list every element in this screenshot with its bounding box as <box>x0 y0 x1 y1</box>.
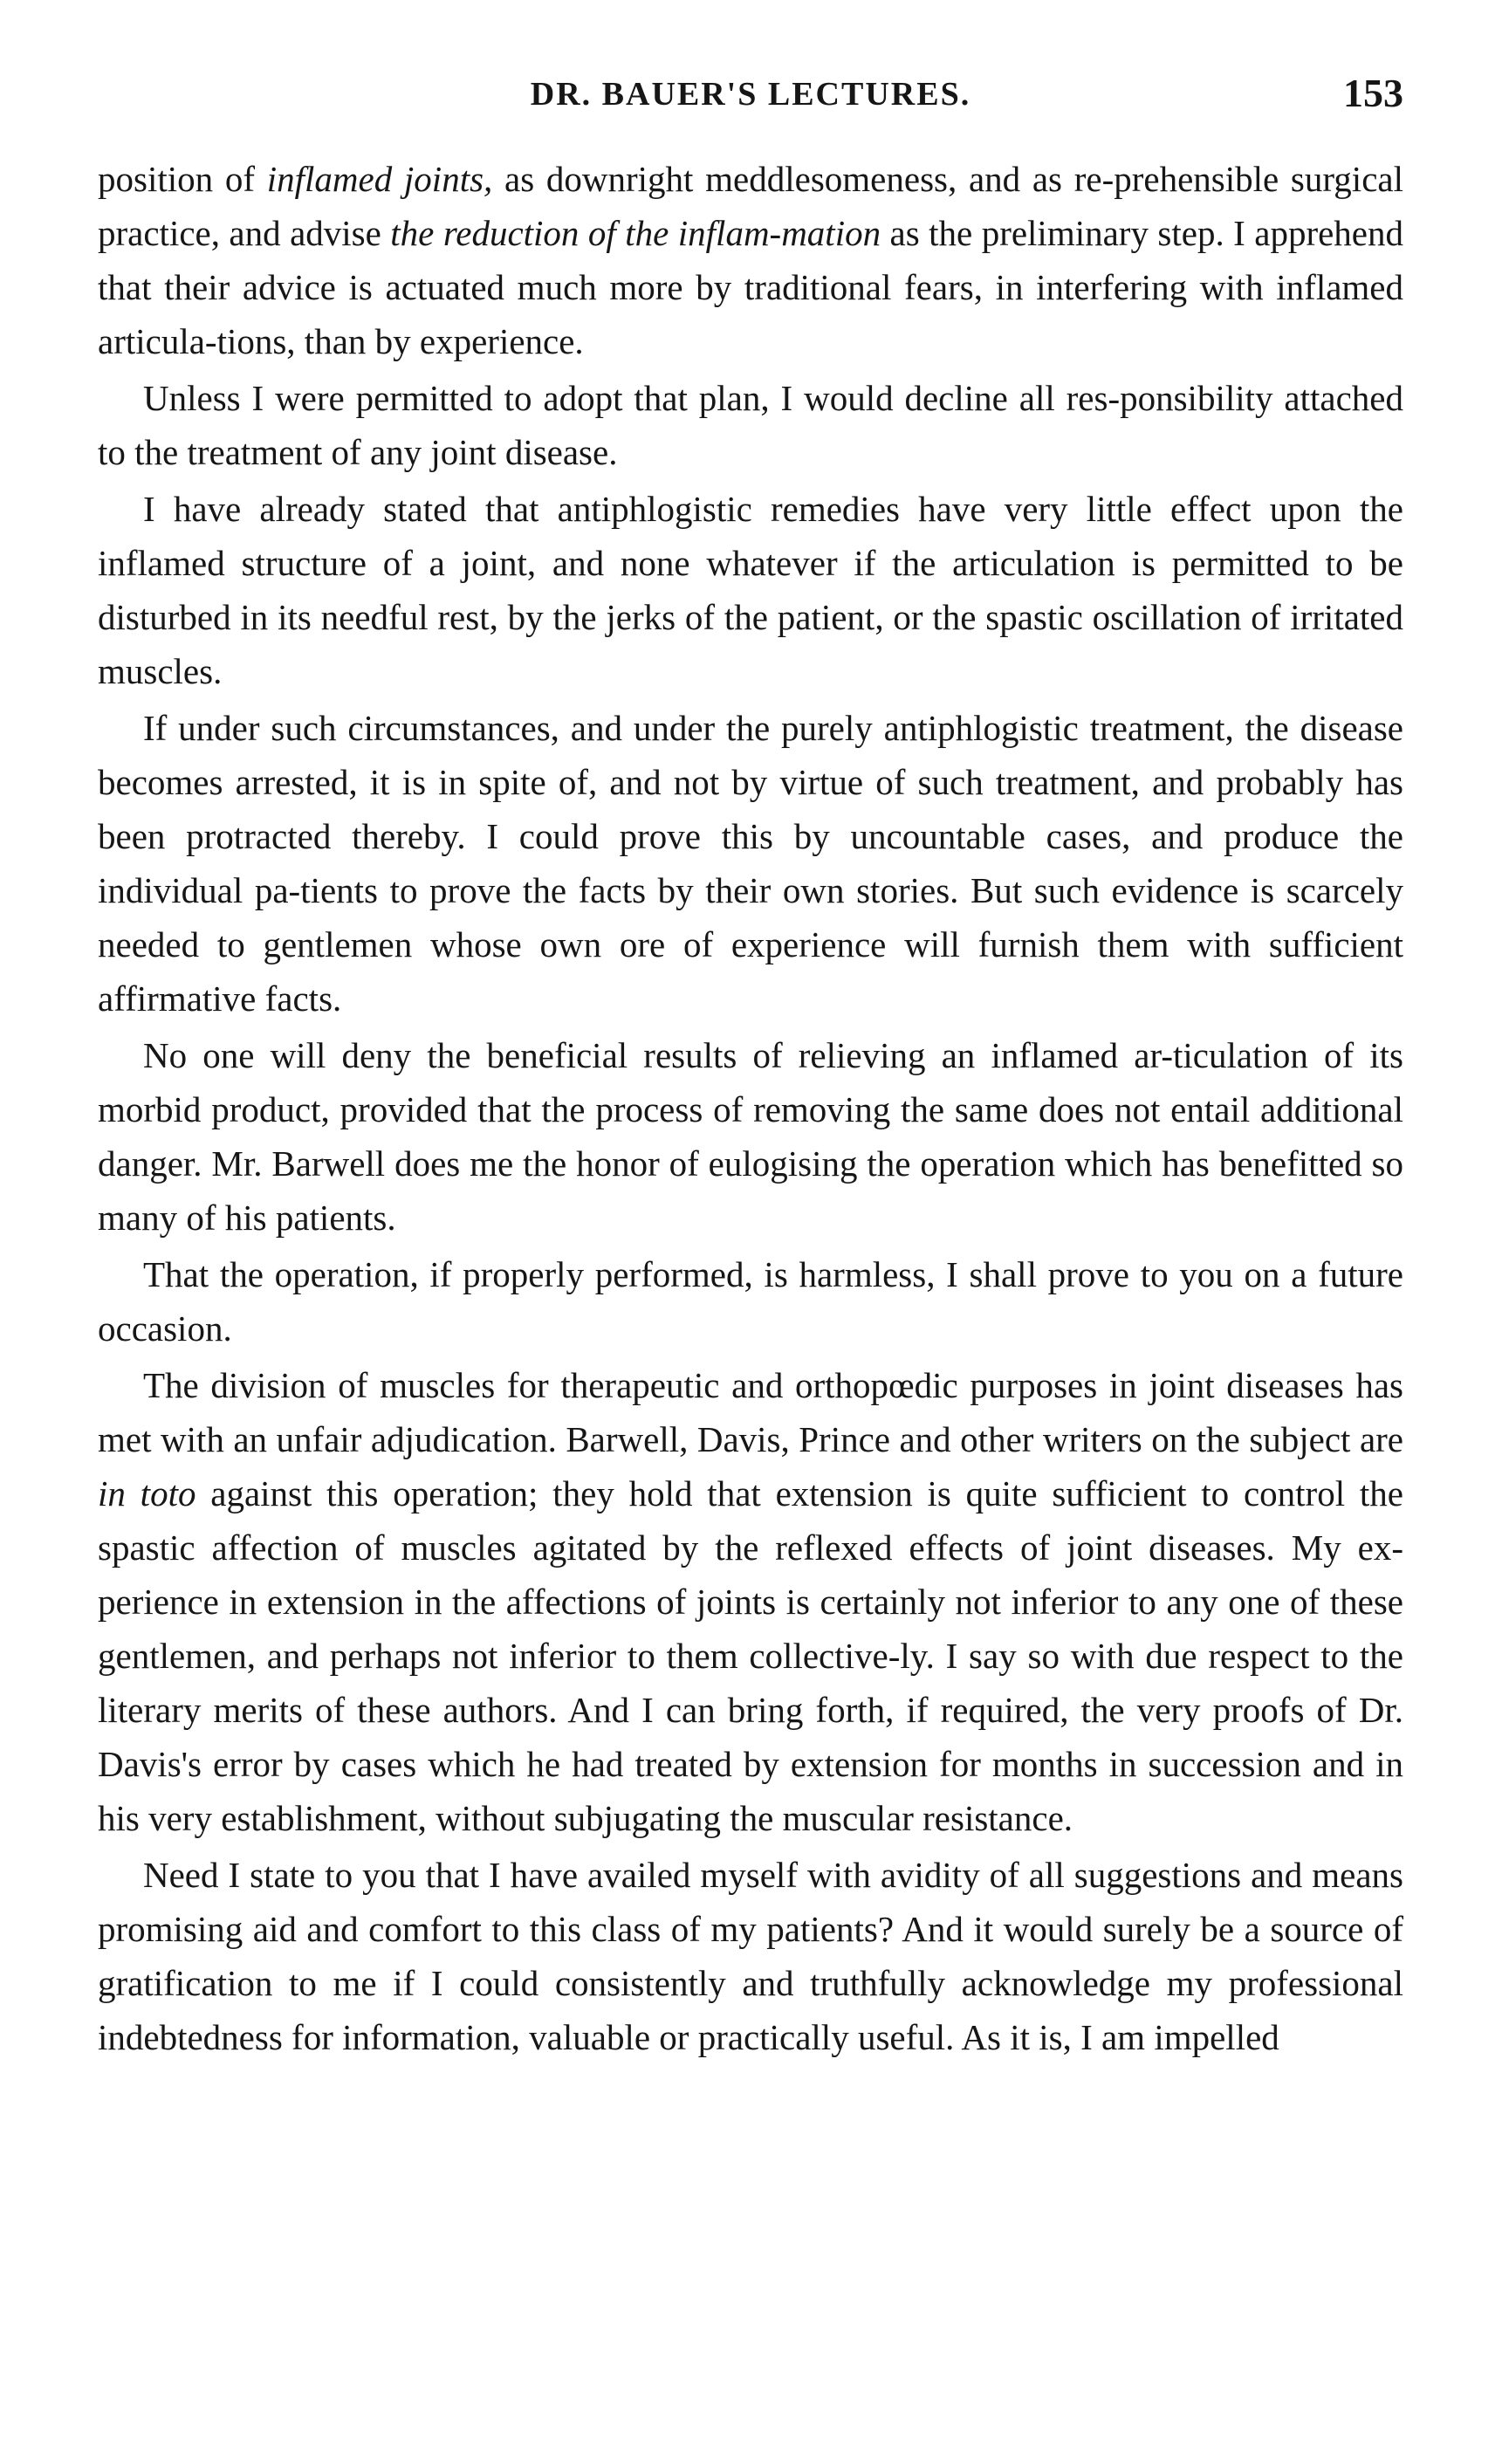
text-run: Need I state to you that I have availed myself with avidity of all suggestions and means promising aid and comfort to this class of my patients? And it would surely be a source of gratification to me if I could consistently and truthfully acknowledge my professional indebtedness for information, valuable or practically useful. As it is, I am impelled <box>98 1855 1403 2057</box>
running-head: DR. BAUER'S LECTURES. <box>530 76 971 113</box>
text-run: That the operation, if properly performed, is harmless, I shall prove to you on a future occasion. <box>98 1254 1403 1349</box>
italic-text: the reduction of the inflam-mation <box>390 213 881 253</box>
paragraph <box>98 482 1403 698</box>
text-run: as the preliminary step. I apprehend that their advice is actuated much more by traditional fears, in interfering with inflamed articula-tions, than by experience. <box>98 213 1404 361</box>
paragraph <box>98 701 1403 1026</box>
text-run: The division of muscles for therapeutic and orthopœdic purposes in joint diseases has met with an unfair adjudication. Barwell, Davis, Prince and other writers on the subject are <box>98 1365 1403 1459</box>
paragraph <box>98 152 1403 368</box>
paragraph <box>98 1358 1403 1845</box>
italic-text: in toto <box>98 1473 196 1513</box>
text-run: as downright meddlesomeness, and as re-prehensible surgical practice, and advise <box>98 159 1403 253</box>
paragraph <box>98 371 1403 479</box>
text-run: I have already stated that antiphlogistic remedies have very little effect upon the inflamed structure of a joint, and none whatever if the articulation is permitted to be disturbed in its needful rest, by the jerks of the patient, or the spastic oscillation of irritated muscles. <box>98 489 1403 691</box>
paragraph <box>98 1028 1403 1245</box>
text-run: No one will deny the beneficial results of relieving an inflamed ar-ticulation of its morbid product, provided that the process of removing the same does not entail additional danger. Mr. Barwell does me the honor of eulogising the operation which has benefitted so many of his patients. <box>98 1035 1403 1238</box>
text-run: position of <box>98 159 267 199</box>
text-run: against this operation; they hold that extension is quite sufficient to control the spastic affection of muscles agitated by the reflexed effects of joint diseases. My ex-perience in extension in the affections of joints is certainly not inferior to any one of these gentlemen, and perhaps not inferior to them collective-ly. I say so with due respect to the literary merits of these authors. And I can bring forth, if required, the very proofs of Dr. Davis's error by cases which he had treated by extension for months in succession and in his very establishment, without subjugating the muscular resistance. <box>98 1473 1403 1838</box>
page-number: 153 <box>1343 71 1403 115</box>
body-text <box>98 152 1403 2064</box>
paragraph <box>98 1848 1403 2064</box>
italic-text: inflamed joints, <box>266 159 493 199</box>
text-run: If under such circumstances, and under the purely antiphlogistic treatment, the disease becomes arrested, it is in spite of, and not by virtue of such treatment, and probably has been protracted thereby. I could prove this by uncountable cases, and produce the individual pa-tients to prove the facts by their own stories. But such evidence is scarcely needed to gentlemen whose own ore of experience will furnish them with sufficient affirmative facts. <box>98 708 1403 1019</box>
text-run: Unless I were permitted to adopt that plan, I would decline all res-ponsibility attached to the treatment of any joint disease. <box>98 378 1403 472</box>
page-header <box>98 70 1403 131</box>
paragraph <box>98 1247 1403 1356</box>
